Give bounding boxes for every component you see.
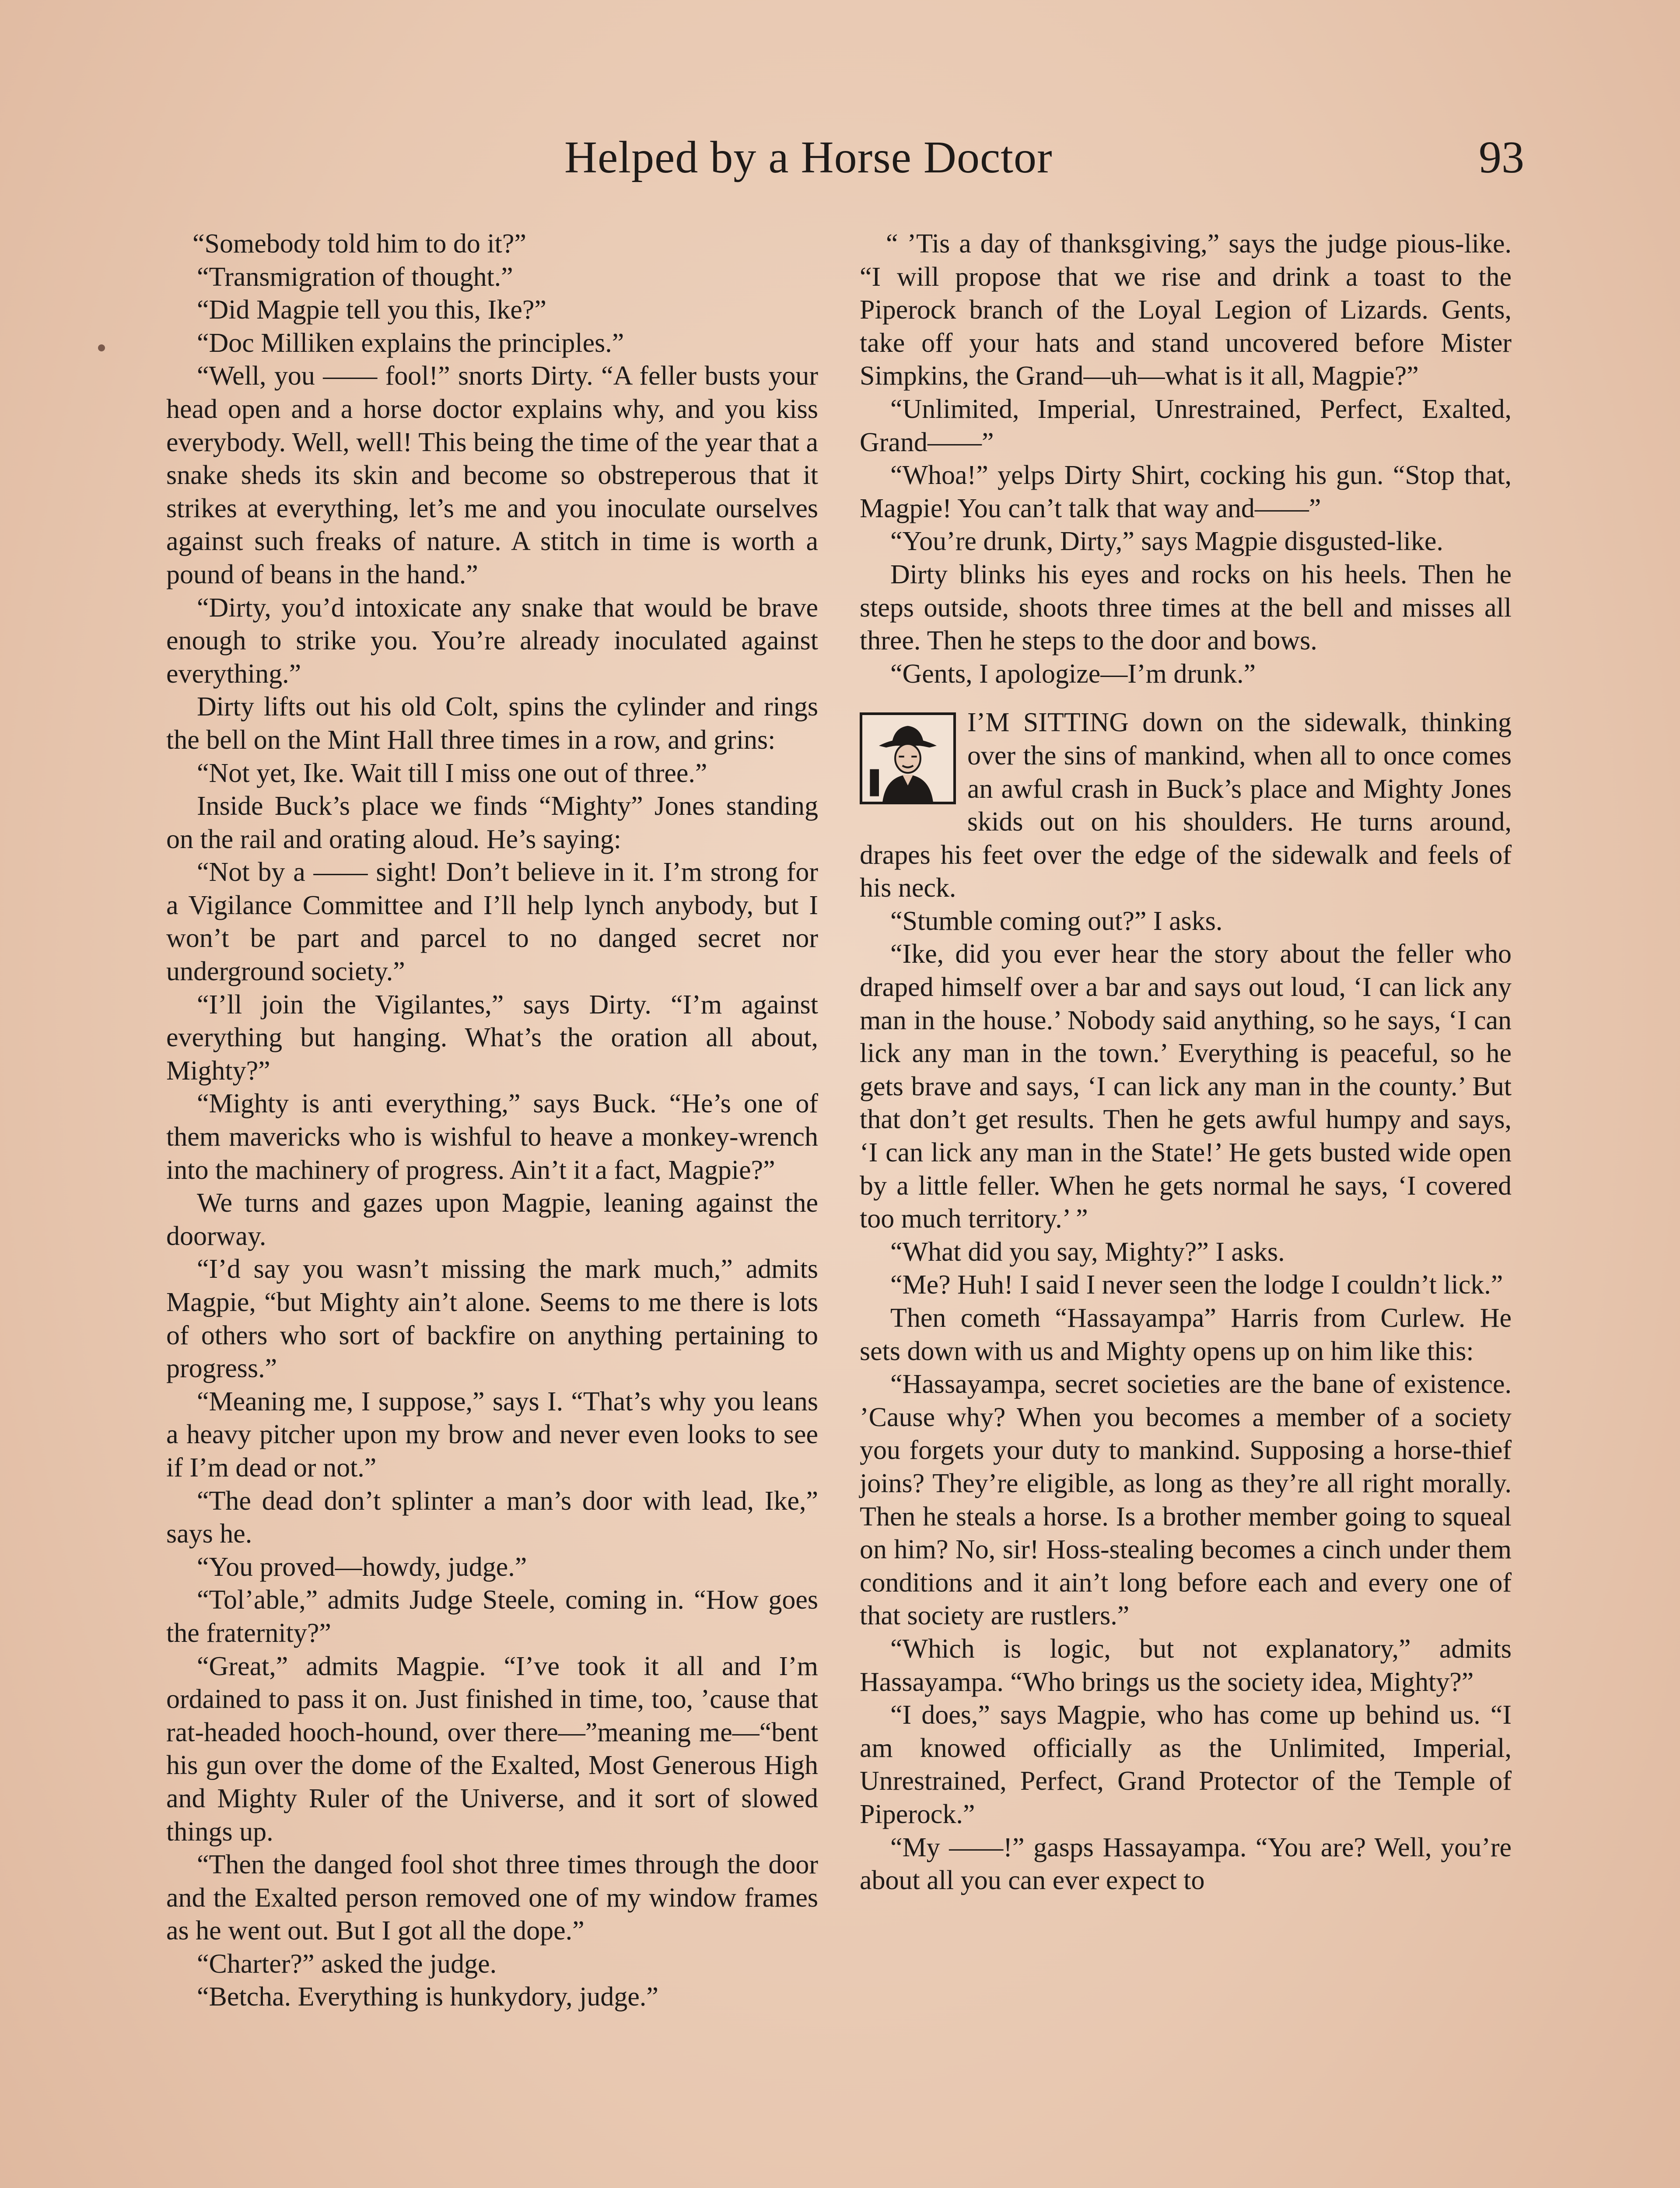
paragraph: “Charter?” asked the judge. — [197, 1949, 497, 1979]
paragraph: “Betcha. Everything is hunkydory, judge.” — [197, 1982, 658, 2012]
ink-speck — [98, 344, 105, 351]
paragraph: “Unlimited, Imperial, Unrestrained, Perfect, Exalted, Grand——” — [860, 394, 1512, 457]
paragraph: “Well, you —— fool!” snorts Dirty. “A feller busts your head open and a horse doctor explains why, and you kiss everybody. Well, well! This being the time of the year that a snake sheds its skin and become so obstreperous that it strikes at everything, let’s me and you inoculate ourselves against such freaks of nature. A stitch in time is worth a pound of beans in the hand.” — [166, 361, 818, 589]
page-number: 93 — [1479, 132, 1524, 182]
paragraph: “What did you say, Mighty?” I asks. — [890, 1237, 1285, 1267]
paragraph: “Did Magpie tell you this, Ike?” — [197, 295, 546, 325]
paragraph: “The dead don’t splinter a man’s door with lead, Ike,” says he. — [166, 1486, 818, 1549]
section-text: down on the sidewalk, thinking over the sins of mankind, when all to once comes an awful crash in Buck’s place and Mighty Jones skids out on his shoulders. He turns around, drapes his feet over the edge of the sidewalk and feels of his neck. — [860, 708, 1512, 903]
paragraph: “Which is logic, but not explanatory,” admits Hassayampa. “Who brings us the society idea, Mighty?” — [860, 1634, 1512, 1697]
paragraph: “Tol’able,” admits Judge Steele, coming in. “How goes the fraternity?” — [166, 1585, 818, 1648]
paragraph: “I’d say you wasn’t missing the mark much,” admits Magpie, “but Mighty ain’t alone. Seems to me there is lots of others who sort of backfire on anything pertaining to progress.” — [166, 1254, 818, 1384]
paragraph: “You’re drunk, Dirty,” says Magpie disgusted-like. — [890, 526, 1443, 557]
paragraph: Dirty lifts out his old Colt, spins the cylinder and rings the bell on the Mint Hall three times in a row, and grins: — [166, 692, 818, 755]
paragraph: “Dirty, you’d intoxicate any snake that would be brave enough to strike you. You’re already inoculated against everything.” — [166, 593, 818, 689]
section-opener — [860, 706, 1512, 905]
paragraph: “I’ll join the Vigilantes,” says Dirty. “I’m against everything but hanging. What’s the oration all about, Mighty?” — [166, 989, 818, 1086]
paragraph: “Whoa!” yelps Dirty Shirt, cocking his gun. “Stop that, Magpie! You can’t talk that way and——” — [860, 460, 1512, 523]
paragraph: “Mighty is anti everything,” says Buck. “He’s one of them mavericks who is wishful to heave a monkey-wrench into the machinery of progress. Ain’t it a fact, Magpie?” — [166, 1089, 818, 1185]
paragraph: “I does,” says Magpie, who has come up behind us. “I am knowed officially as the Unlimited, Imperial, Unrestrained, Perfect, Grand Protector of the Temple of Piperock.” — [860, 1700, 1512, 1829]
paragraph: We turns and gazes upon Magpie, leaning against the doorway. — [166, 1188, 818, 1251]
paragraph: “Transmigration of thought.” — [197, 262, 513, 292]
paragraph: “Doc Milliken explains the principles.” — [197, 328, 624, 358]
cowboy-portrait-drawing — [862, 715, 953, 802]
running-title: Helped by a Horse Doctor — [564, 132, 1053, 182]
paragraph: “Great,” admits Magpie. “I’ve took it all and I’m ordained to pass it on. Just finished in time, too, ’cause that rat-headed hooch-hound, over there—”meaning me—“bent his gun over the dome of the Exalted, Most Generous High and Mighty Ruler of the Universe, and it sort of slowed things up. — [166, 1651, 818, 1847]
paragraph: “You proved—howdy, judge.” — [197, 1552, 527, 1582]
paragraph: “Not yet, Ike. Wait till I miss one out of three.” — [197, 758, 707, 788]
paragraph: “Then the danged fool shot three times through the door and the Exalted person removed one of my window frames as he went out. But I got all the dope.” — [166, 1850, 818, 1946]
right-column — [860, 228, 1512, 1897]
paragraph: Dirty blinks his eyes and rocks on his heels. Then he steps outside, shoots three times at the bell and misses all three. Then he steps to the door and bows. — [860, 559, 1512, 656]
paragraph: Inside Buck’s place we finds “Mighty” Jones standing on the rail and orating aloud. He’s saying: — [166, 791, 818, 854]
paragraph: “Stumble coming out?” I asks. — [890, 906, 1223, 936]
paragraph: “Somebody told him to do it?” — [192, 229, 526, 259]
paragraph: Then cometh “Hassayampa” Harris from Curlew. He sets down with us and Mighty opens up on him like this: — [860, 1303, 1512, 1366]
paragraph: “Gents, I apologize—I’m drunk.” — [890, 659, 1256, 689]
paragraph: “Not by a —— sight! Don’t believe in it. I’m strong for a Vigilance Committee and I’ll help lynch anybody, but I won’t be part and parcel to no danged secret nor underground society.” — [166, 857, 818, 987]
paragraph: “Ike, did you ever hear the story about the feller who draped himself over a bar and says out loud, ‘I can lick any man in the house.’ Nobody said anything, so he says, ‘I can lick any man in the town.’ Everything is peaceful, so he gets brave and says, ‘I can lick any man in the county.’ But that don’t get results. Then he gets awful humpy and says, ‘I can lick any man in the State!’ He gets busted wide open by a little feller. When he gets normal he says, ‘I covered too much territory.’ ” — [860, 939, 1512, 1234]
section-lead: I’M SITTING — [967, 708, 1129, 738]
paragraph: “Meaning me, I suppose,” says I. “That’s why you leans a heavy pitcher upon my brow and never even looks to see if I’m dead or not.” — [166, 1386, 818, 1483]
paragraph: “Hassayampa, secret societies are the bane of existence. ’Cause why? When you becomes a member of a society you forgets your duty to mankind. Supposing a horse-thief joins? They’re eligible, as long as they’re all right morally. Then he steals a horse. Is a brother member going to squeal on him? No, sir! Hoss-stealing becomes a cinch under them conditions and it ain’t long before each and every one of that society are rustlers.” — [860, 1369, 1512, 1631]
left-column — [166, 228, 818, 2014]
paragraph: “My ——!” gasps Hassayampa. “You are? Well, you’re about all you can ever expect to — [860, 1832, 1512, 1896]
cowboy-portrait-icon — [860, 712, 956, 804]
paragraph: “ ’Tis a day of thanksgiving,” says the judge pious-like. “I will propose that we rise and drink a toast to the Piperock branch of the Loyal Legion of Lizards. Gents, take off your hats and stand uncovered before Mister Simpkins, the Grand—uh—what is it all, Magpie?” — [860, 229, 1512, 391]
paragraph: “Me? Huh! I said I never seen the lodge I couldn’t lick.” — [890, 1270, 1503, 1300]
